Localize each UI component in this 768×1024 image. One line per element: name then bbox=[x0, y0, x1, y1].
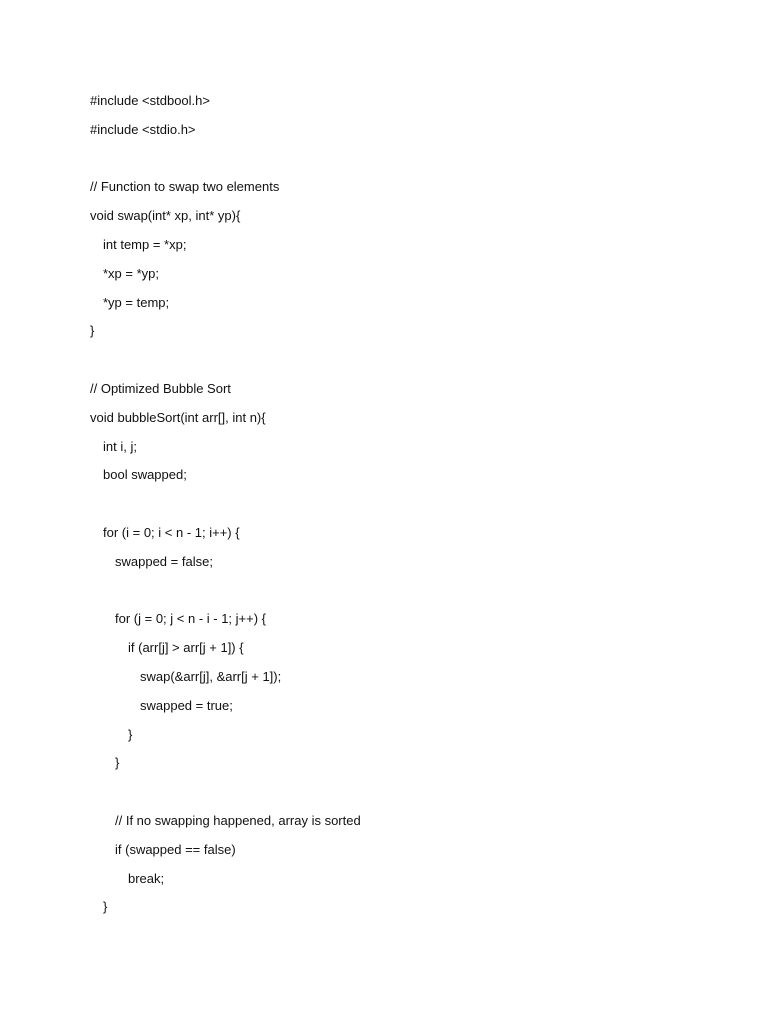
code-line: for (i = 0; i < n - 1; i++) { bbox=[103, 524, 240, 540]
code-line: swap(&arr[j], &arr[j + 1]); bbox=[140, 668, 282, 684]
code-line: // Optimized Bubble Sort bbox=[90, 380, 231, 396]
code-line: } bbox=[115, 755, 120, 771]
code-line: } bbox=[90, 323, 95, 339]
code-line: if (swapped == false) bbox=[115, 841, 236, 857]
code-line: int i, j; bbox=[103, 438, 137, 454]
code-line: void bubbleSort(int arr[], int n){ bbox=[90, 409, 266, 425]
code-line: bool swapped; bbox=[103, 467, 187, 483]
code-line: swapped = false; bbox=[115, 553, 213, 569]
code-line bbox=[90, 346, 361, 375]
code-line: *xp = *yp; bbox=[103, 265, 160, 281]
code-line: void swap(int* xp, int* yp){ bbox=[90, 208, 241, 224]
code-line: // Function to swap two elements bbox=[90, 179, 280, 195]
code-line bbox=[90, 490, 361, 519]
code-line: } bbox=[128, 726, 133, 742]
code-line: *yp = temp; bbox=[103, 294, 170, 310]
code-line: #include <stdbool.h> bbox=[90, 93, 210, 108]
code-line bbox=[90, 145, 361, 174]
code-line: for (j = 0; j < n - i - 1; j++) { bbox=[115, 611, 267, 627]
code-block bbox=[90, 87, 361, 922]
code-line: break; bbox=[128, 870, 165, 886]
code-line: swapped = true; bbox=[140, 697, 233, 713]
code-line bbox=[90, 778, 361, 807]
code-line: // If no swapping happened, array is sorted bbox=[115, 812, 361, 828]
code-line: } bbox=[103, 899, 108, 915]
code-line: if (arr[j] > arr[j + 1]) { bbox=[128, 640, 244, 656]
code-line bbox=[90, 577, 361, 606]
code-line: int temp = *xp; bbox=[103, 236, 187, 252]
code-line: #include <stdio.h> bbox=[90, 121, 196, 137]
